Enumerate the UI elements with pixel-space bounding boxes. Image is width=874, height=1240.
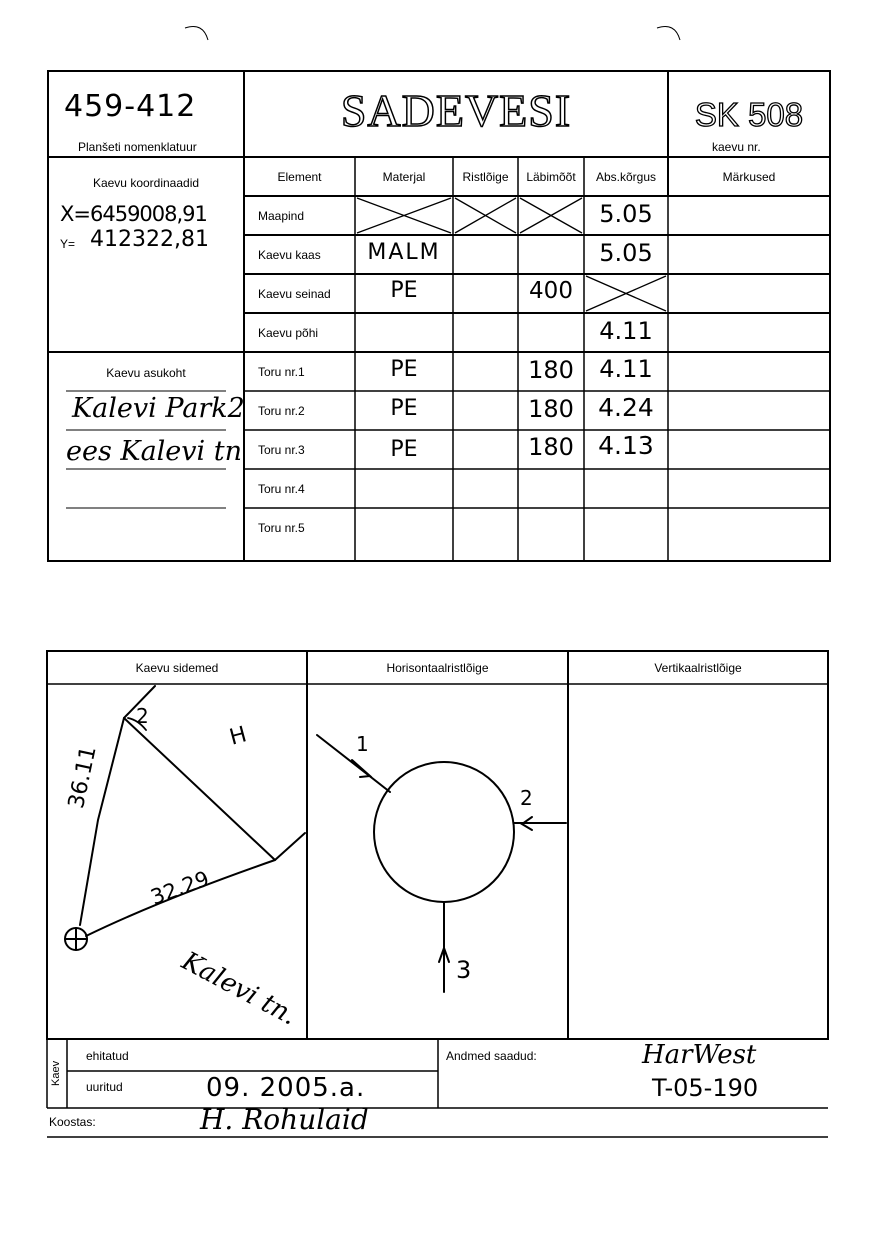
table-row-elevation: 5.05 bbox=[599, 200, 653, 228]
column-header-cross-section: Ristlõige bbox=[462, 170, 509, 184]
tie-length-1: 36.11 bbox=[64, 743, 102, 811]
table-row-diameter: 180 bbox=[528, 433, 574, 461]
table-row-element: Kaevu põhi bbox=[258, 326, 319, 340]
pipe-1-label: 1 bbox=[356, 732, 369, 756]
table-row-element: Toru nr.2 bbox=[258, 404, 305, 418]
nomenclature-label: Planšeti nomenklatuur bbox=[78, 140, 197, 154]
form-title: SADEVESI bbox=[340, 85, 572, 136]
nomenclature-value: 459-412 bbox=[64, 89, 197, 124]
house-mark: H bbox=[226, 722, 250, 751]
data-source-label: Andmed saadud: bbox=[446, 1049, 537, 1063]
table-row-material: PE bbox=[390, 278, 418, 303]
table-row-diameter: 400 bbox=[529, 278, 573, 304]
column-header-elevation: Abs.kõrgus bbox=[595, 170, 657, 184]
pipe-2-label: 2 bbox=[520, 786, 533, 810]
table-row-element: Toru nr.1 bbox=[258, 365, 305, 379]
data-source-value: HarWest bbox=[642, 1040, 757, 1070]
table-row-element: Toru nr.3 bbox=[258, 443, 305, 457]
tie-length-2: 32.29 bbox=[147, 866, 213, 910]
surveyed-label: uuritud bbox=[86, 1080, 123, 1094]
column-header-diameter: Läbimõõt bbox=[526, 170, 576, 184]
author-label: Koostas: bbox=[49, 1115, 96, 1129]
pipe-3-label: 3 bbox=[456, 956, 472, 984]
well-side-label: Kaev bbox=[50, 1060, 62, 1086]
table-row-elevation: 4.11 bbox=[599, 317, 653, 345]
street-note: Kalevi tn. bbox=[176, 946, 302, 1032]
table-row-diameter: 180 bbox=[528, 395, 574, 423]
well-number-label: kaevu nr. bbox=[712, 140, 761, 154]
table-row-material: PE bbox=[390, 396, 418, 421]
location-line-2: ees Kalevi tn bbox=[66, 436, 242, 467]
ties-section-label: Kaevu sidemed bbox=[135, 661, 219, 675]
table-row-element: Toru nr.5 bbox=[258, 521, 305, 535]
table-row-elevation: 4.11 bbox=[599, 355, 653, 383]
coordinate-y: 412322,81 bbox=[90, 227, 209, 252]
coordinate-y-prefix: Y= bbox=[60, 237, 76, 251]
horizontal-section-label: Horisontaalristlõige bbox=[386, 661, 489, 675]
table-row-elevation: 5.05 bbox=[599, 239, 653, 267]
table-row-elevation: 4.13 bbox=[598, 431, 654, 460]
vertical-section-label: Vertikaalristlõige bbox=[654, 661, 742, 675]
table-row-elevation: 4.24 bbox=[598, 393, 654, 422]
coordinate-x: X=6459008,91 bbox=[60, 202, 207, 226]
table-row-material: MALM bbox=[367, 240, 441, 265]
built-label: ehitatud bbox=[86, 1049, 129, 1063]
coordinates-label: Kaevu koordinaadid bbox=[92, 176, 200, 190]
author-value: H. Rohulaid bbox=[200, 1103, 369, 1136]
table-row-element: Maapind bbox=[258, 209, 305, 223]
data-source-reference: T-05-190 bbox=[652, 1074, 759, 1102]
surveyed-value: 09. 2005.a. bbox=[206, 1073, 366, 1103]
table-row-diameter: 180 bbox=[528, 356, 574, 384]
column-header-material: Materjal bbox=[382, 170, 426, 184]
table-row-element: Kaevu kaas bbox=[258, 248, 321, 262]
well-number-value: SK 508 bbox=[694, 96, 804, 133]
column-header-notes: Märkused bbox=[722, 170, 776, 184]
table-row-material: PE bbox=[390, 437, 418, 462]
column-header-element: Element bbox=[277, 170, 322, 184]
table-row-element: Toru nr.4 bbox=[258, 482, 305, 496]
table-row-element: Kaevu seinad bbox=[258, 287, 331, 301]
tie-point-number: 2 bbox=[136, 704, 149, 728]
location-line-1: Kalevi Park2 bbox=[72, 393, 245, 424]
table-row-material: PE bbox=[390, 357, 418, 382]
location-label: Kaevu asukoht bbox=[106, 366, 186, 380]
